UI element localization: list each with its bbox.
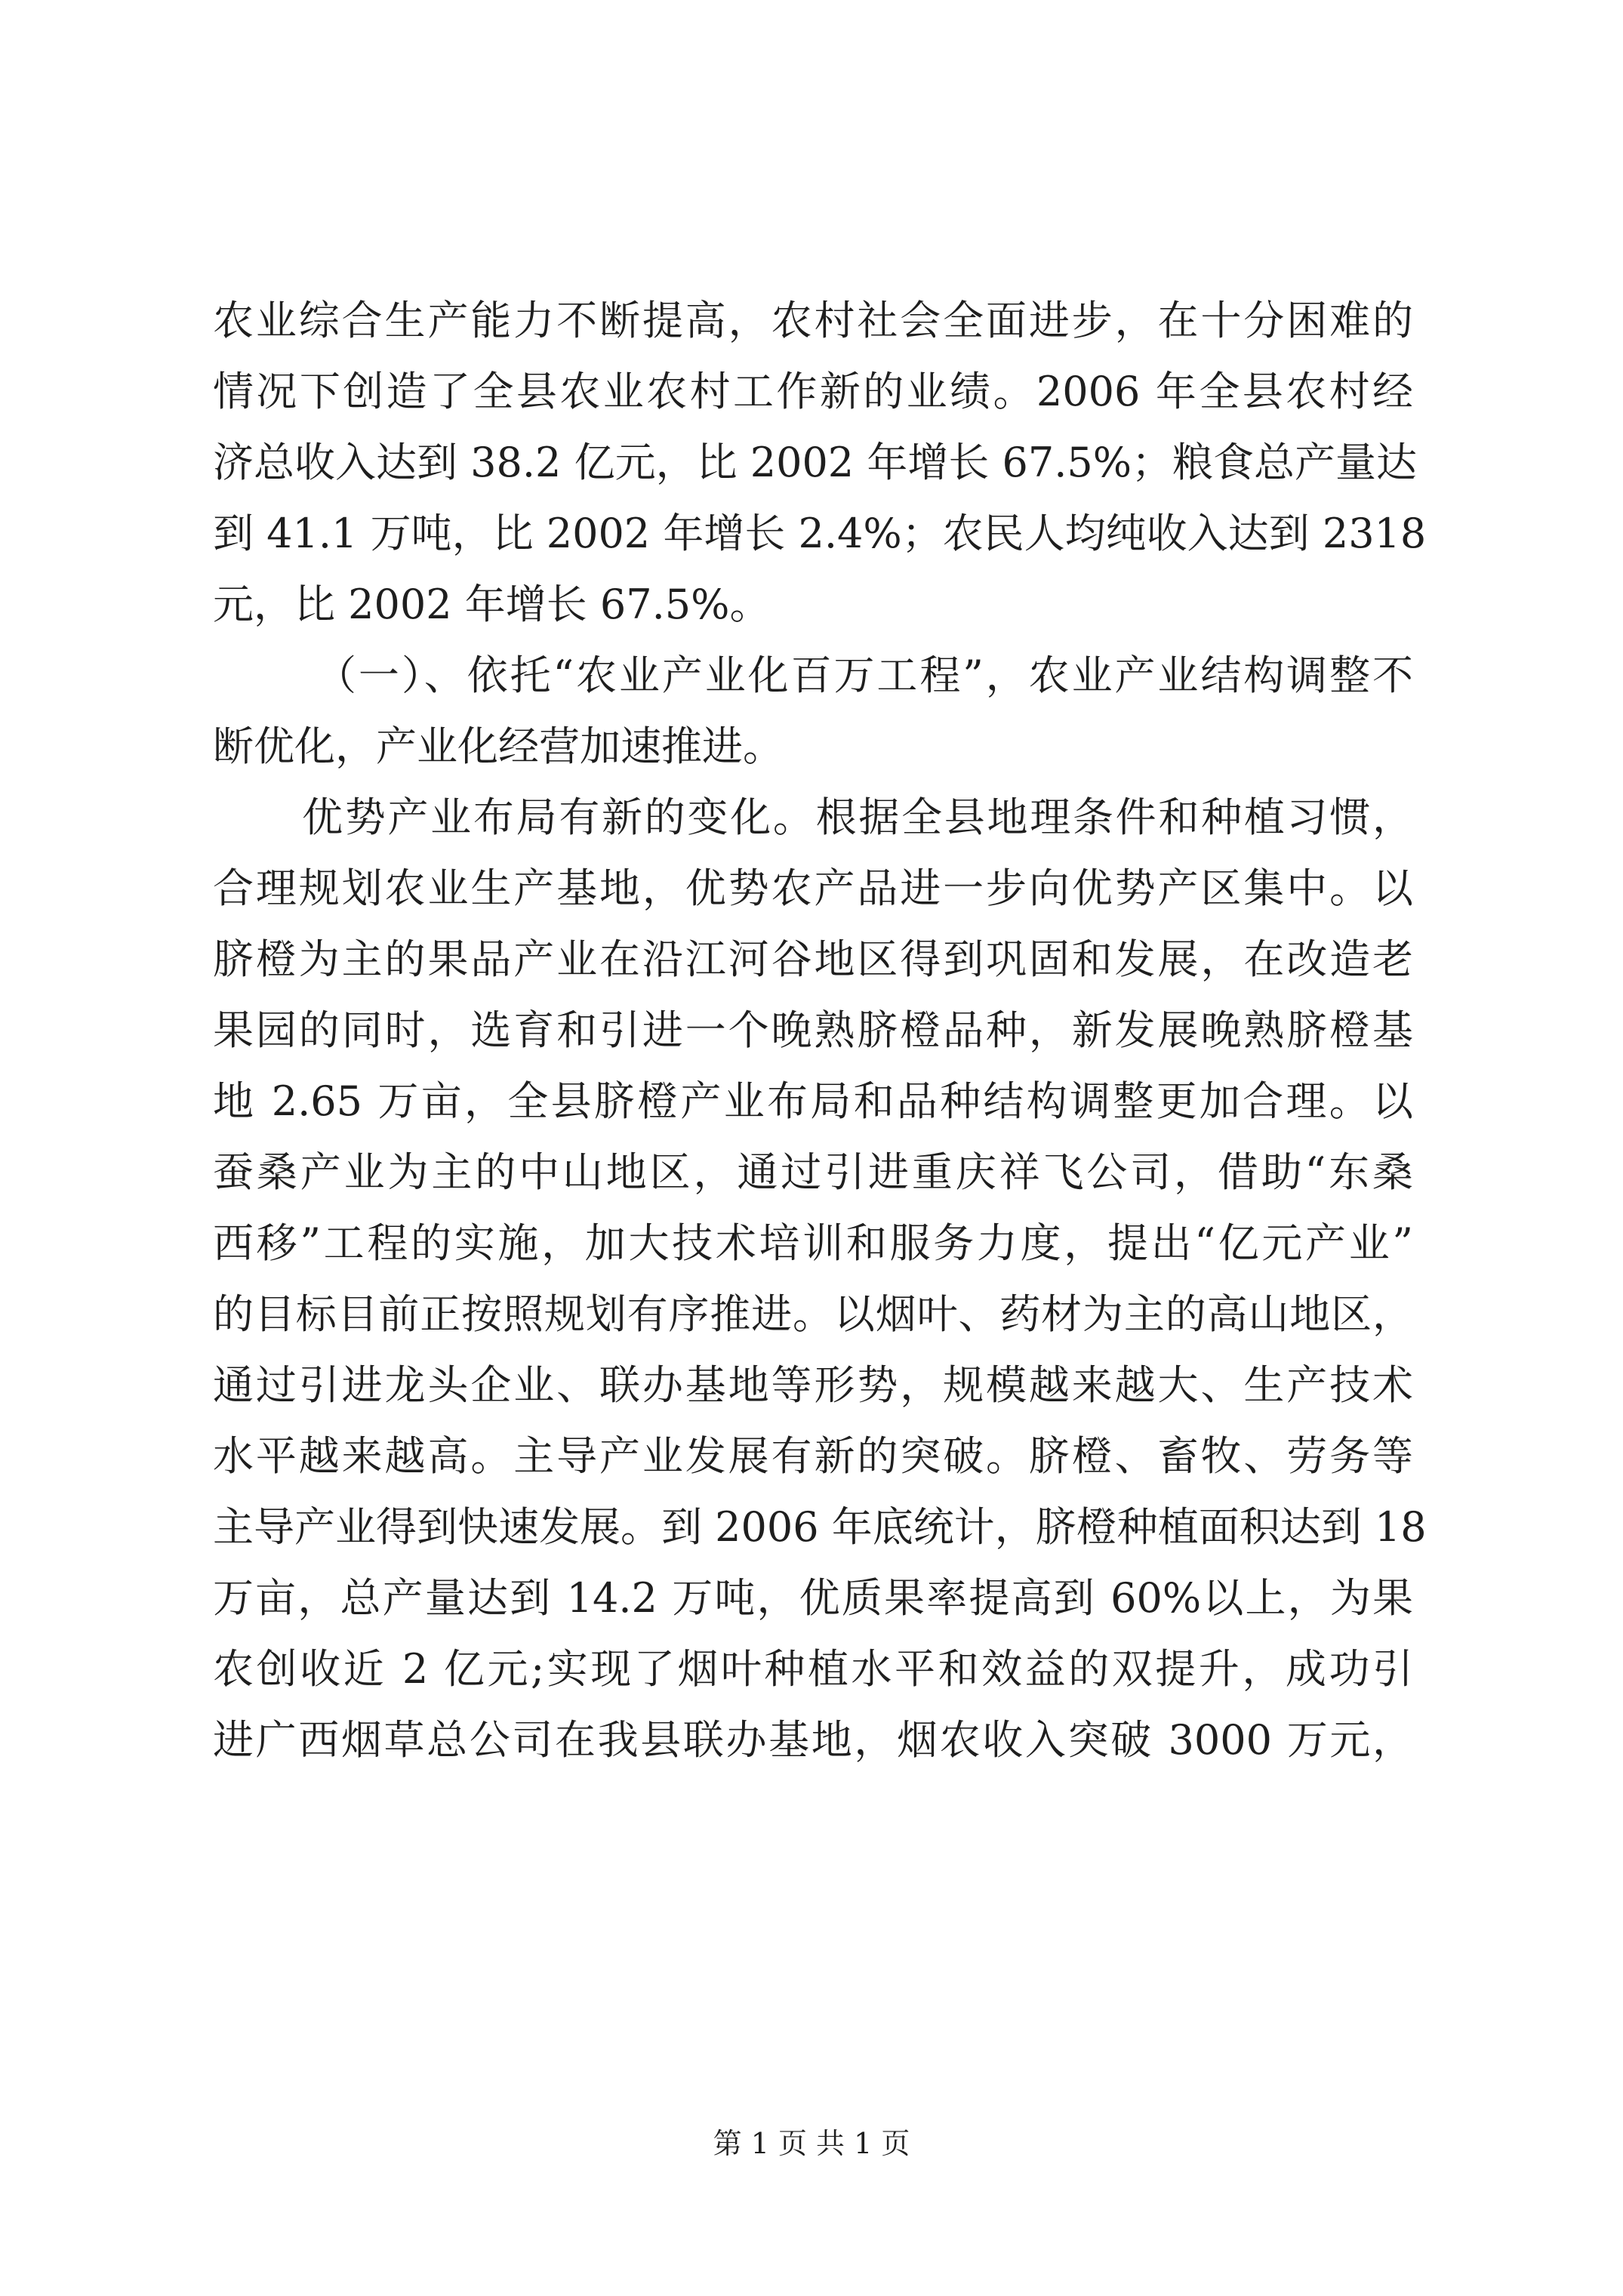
section-heading-line: 断优化，产业化经营加速推进。 [213, 723, 784, 770]
text-line: 果园的同时，选育和引进一个晚熟脐橙品种，新发展晚熟脐橙基 [213, 1006, 1413, 1054]
text-line: 进广西烟草总公司在我县联办基地，烟农收入突破 3000 万元， [213, 1716, 1413, 1764]
text-line: 农业综合生产能力不断提高，农村社会全面进步，在十分困难的 [213, 297, 1413, 344]
text-line: 到 41.1 万吨，比 2002 年增长 2.4%；农民人均纯收入达到 2318 [213, 510, 1427, 557]
text-line: 的目标目前正按照规划有序推进。以烟叶、药材为主的高山地区， [213, 1290, 1413, 1338]
text-line: 合理规划农业生产基地，优势农产品进一步向优势产区集中。以 [213, 864, 1413, 912]
text-line: 蚕桑产业为主的中山地区，通过引进重庆祥飞公司，借助“东桑 [213, 1148, 1413, 1196]
text-line: 元，比 2002 年增长 67.5%。 [213, 581, 771, 628]
text-line: 济总收入达到 38.2 亿元，比 2002 年增长 67.5%；粮食总产量达 [213, 439, 1418, 486]
text-line: 西移”工程的实施，加大技术培训和服务力度，提出“亿元产业” [213, 1219, 1413, 1267]
page-footer: 第 1 页 共 1 页 [713, 2127, 910, 2160]
text-line: 农创收近 2 亿元;实现了烟叶种植水平和效益的双提升，成功引 [213, 1645, 1413, 1693]
text-line: 水平越来越高。主导产业发展有新的突破。脐橙、畜牧、劳务等 [213, 1432, 1413, 1480]
body-text [213, 285, 1427, 1776]
text-line: 情况下创造了全县农业农村工作新的业绩。2006 年全县农村经 [213, 368, 1413, 415]
text-line: 主导产业得到快速发展。到 2006 年底统计，脐橙种植面积达到 18 [213, 1503, 1427, 1551]
text-line: 地 2.65 万亩，全县脐橙产业布局和品种结构调整更加合理。以 [213, 1077, 1413, 1125]
section-heading-line: （一）、依托“农业产业化百万工程”，农业产业结构调整不 [316, 652, 1413, 699]
text-line: 脐橙为主的果品产业在沿江河谷地区得到巩固和发展，在改造老 [213, 935, 1413, 983]
text-line: 万亩，总产量达到 14.2 万吨，优质果率提高到 60%以上，为果 [213, 1574, 1413, 1622]
text-line: 通过引进龙头企业、联办基地等形势，规模越来越大、生产技术 [213, 1361, 1413, 1409]
text-line: 优势产业布局有新的变化。根据全县地理条件和种植习惯， [302, 794, 1413, 841]
